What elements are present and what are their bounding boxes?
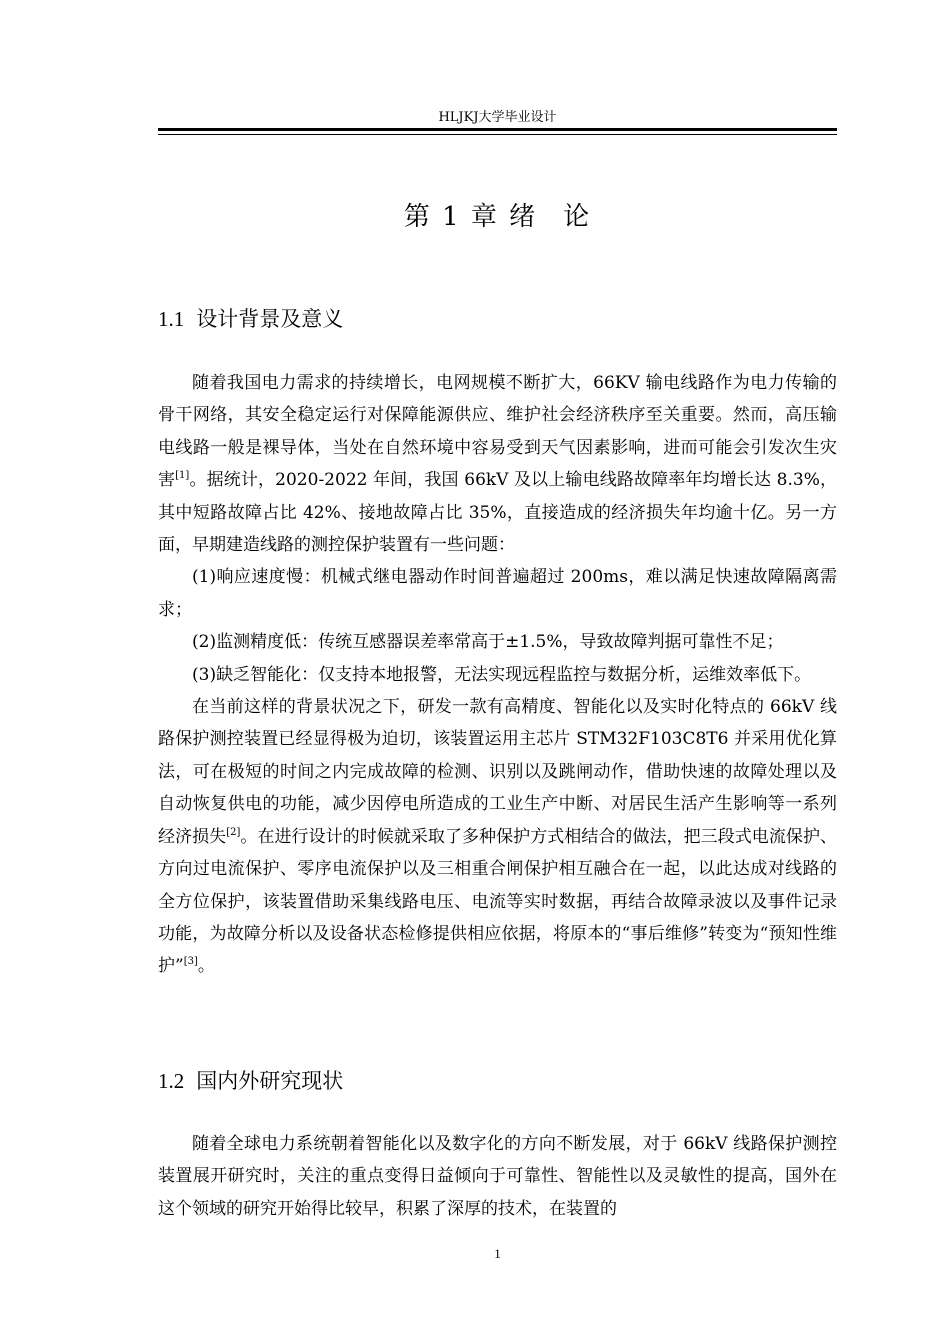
section-number: 1.1 xyxy=(158,307,185,331)
citation-1: [1] xyxy=(175,470,190,482)
paragraph-1: 随着我国电力需求的持续增长，电网规模不断扩大，66KV 输电线路作为电力传输的骨干网络，其安全稳定运行对保障能源供应、维护社会经济秩序至关重要。然而，高压输电线路一般是裸导体，当处在自然环境中容易受到天气因素影响，进而可能会引发次生灾害[1]。据统计，2020-2022 年间，我国 66kV 及以上输电线路故障率年均增长达 8.3%，其中短路故障占比 42%、接地故障占比 35%，直接造成的经济损失年均逾十亿。另一方面，早期建造线路的测控保护装置有一些问题： xyxy=(158,373,838,556)
section-1-2-body xyxy=(158,1128,837,1225)
section-heading-1-2 xyxy=(158,1065,343,1095)
chapter-title xyxy=(158,196,837,233)
section-title: 国内外研究现状 xyxy=(196,1069,344,1093)
citation-3: [3] xyxy=(183,956,198,968)
citation-2: [2] xyxy=(226,826,241,838)
section-title: 设计背景及意义 xyxy=(196,307,344,331)
section-heading-1-1 xyxy=(158,303,343,333)
section-number: 1.2 xyxy=(158,1069,185,1093)
chapter-number: 第 1 章 xyxy=(403,202,499,232)
section-1-1-body xyxy=(158,367,837,983)
paragraph-5: 在当前这样的背景状况之下，研发一款有高精度、智能化以及实时化特点的 66kV 线路保护测控装置已经显得极为迫切，该装置运用主芯片 STM32F103C8T6 并采用优化算法，可在极短的时间之内完成故障的检测、识别以及跳闸动作，借助快速的故障处理以及自动恢复供电的功能，减少因停电所造成的工业生产中断、对居民生活产生影响等一系列经济损失[2]。在进行设计的时候就采取了多种保护方式相结合的做法，把三段式电流保护、方向过电流保护、零序电流保护以及三相重合闸保护相互融合在一起，以此达成对线路的全方位保护，该装置借助采集线路电压、电流等实时数据，再结合故障录波以及事件记录功能，为故障分析以及设备状态检修提供相应依据，将原本的“事后维修”转变为“预知性维护”[3]。 xyxy=(158,697,837,977)
paragraph-2: (1)响应速度慢：机械式继电器动作时间普遍超过 200ms，难以满足快速故障隔离需求； xyxy=(158,567,837,620)
header-rule-thin xyxy=(158,134,837,135)
paragraph-6: 随着全球电力系统朝着智能化以及数字化的方向不断发展，对于 66kV 线路保护测控装置展开研究时，关注的重点变得日益倾向于可靠性、智能性以及灵敏性的提高，国外在这个领域的研究开始得比较早，积累了深厚的技术，在装置的 xyxy=(158,1134,837,1219)
page-number: 1 xyxy=(494,1246,501,1261)
header-rule-thick xyxy=(158,128,837,131)
paragraph-3: (2)监测精度低：传统互感器误差率常高于±1.5%，导致故障判据可靠性不足； xyxy=(192,632,784,653)
paragraph-4: (3)缺乏智能化：仅支持本地报警，无法实现远程监控与数据分析，运维效率低下。 xyxy=(192,664,812,685)
chapter-title-char-1: 绪 xyxy=(509,202,538,232)
page-header: HLJKJ大学毕业设计 xyxy=(438,110,557,125)
chapter-title-char-2: 论 xyxy=(563,202,592,232)
